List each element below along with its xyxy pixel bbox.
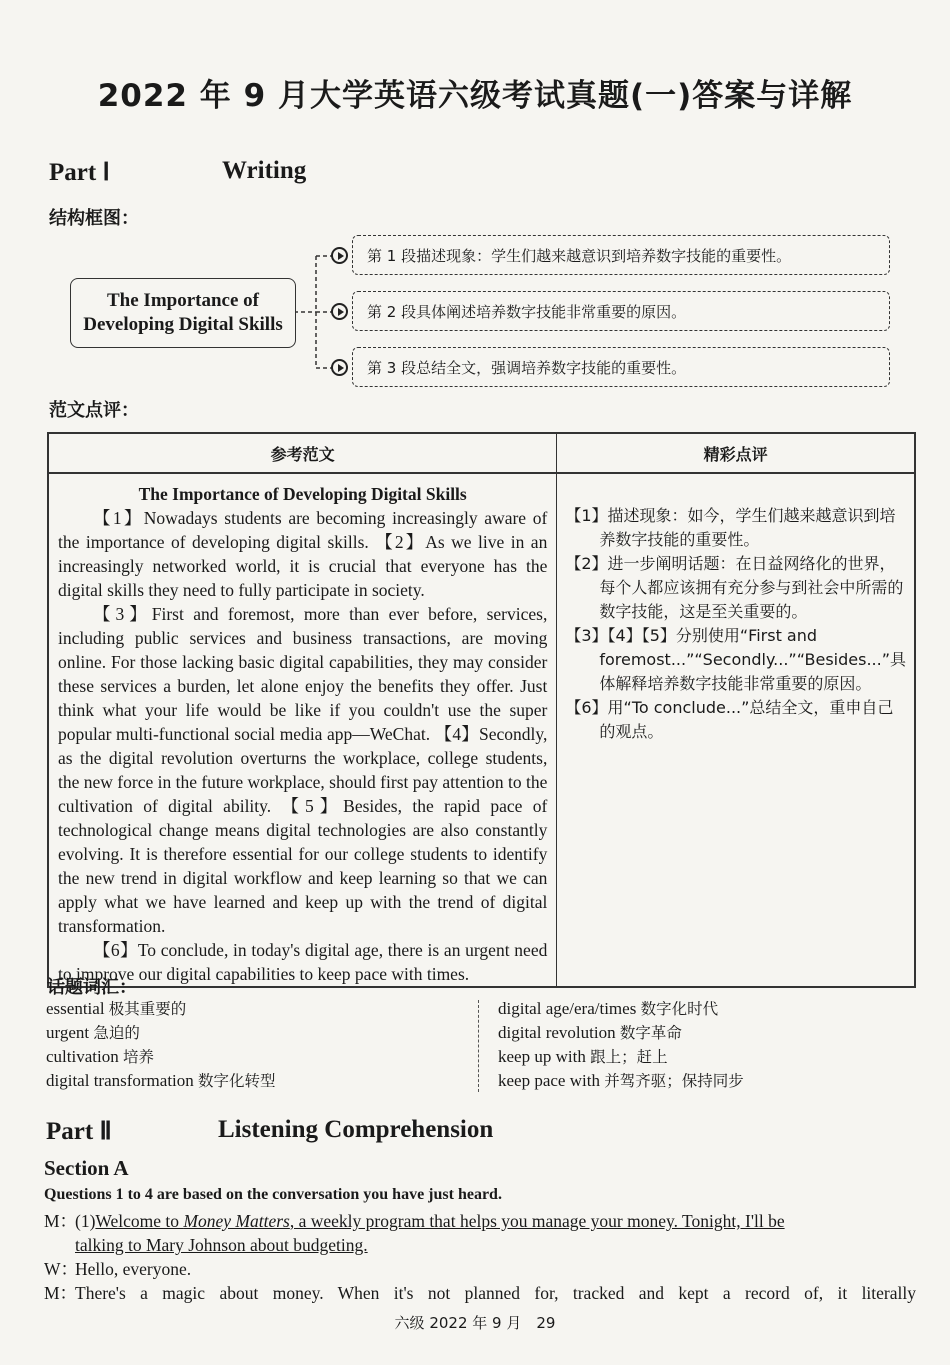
transcript-line (44, 1209, 916, 1257)
part-1-label: Part Ⅰ (49, 159, 110, 186)
vocab-item: digital transformation 数字化转型 (46, 1071, 276, 1090)
col-header-essay: 参考范文 (48, 433, 557, 473)
transcript-text: Hello, everyone. (75, 1259, 192, 1279)
vocab-item: digital revolution 数字革命 (498, 1023, 682, 1042)
review-heading: 范文点评： (49, 400, 139, 421)
part-1-name: Writing (222, 157, 307, 184)
underlined-answer: Welcome to Money Matters, a weekly program that helps you manage your money. Tonight, I'll be talking to Mary Johnson about budgeting. (75, 1211, 785, 1255)
question-number: (1) (75, 1211, 96, 1231)
col-header-comments: 精彩点评 (557, 433, 915, 473)
arrow-right-icon (331, 359, 348, 376)
page-title: 2022 年 9 月大学英语六级考试真题(一)答案与详解 (97, 78, 853, 114)
vocab-item: cultivation 培养 (46, 1047, 154, 1066)
structure-heading: 结构框图： (49, 208, 139, 229)
vocab-item: digital age/era/times 数字化时代 (498, 999, 719, 1018)
paragraph-summary-3 (352, 347, 890, 387)
vocab-divider (478, 1000, 479, 1092)
topic-line-1: The Importance of (107, 290, 259, 311)
topic-line-2: Developing Digital Skills (83, 314, 283, 335)
essay-paragraph-2: 【3】First and foremost, more than ever before, services, including public services and business transactions, are moving online. For those lacking basic digital capabilities, they may consider these services a burden, let alone enjoy the benefits they offer. Just think what your life would be like if you couldn't use the super popular multi-functional social media app—WeChat. 【4】Secondly, as the digital revolution overturns the workplace, college students, the new force in the future workplace, should first pay attention to the cultivation of digital ability. 【5】Besides, the rapid pace of technological change means digital technologies are also constantly evolving. It is therefore essential for our college students to identify the new trend in digital workflow and keep learning so that we can apply what we have learned and keep up with the trend of digital transformation. (58, 604, 548, 936)
arrow-right-icon (331, 303, 348, 320)
essay-cell (48, 473, 557, 987)
essay-table (47, 432, 916, 988)
comment-item: 【2】进一步阐明话题：在日益网络化的世界，每个人都应该拥有充分参与到社会中所需的数字技能，这是至关重要的。 (565, 554, 904, 621)
page-footer: 六级 2022 年 9 月 29 (394, 1314, 556, 1332)
speaker-label: M： (44, 1211, 78, 1231)
paragraph-summary-1 (352, 235, 890, 275)
part-2-name: Listening Comprehension (218, 1116, 494, 1143)
paragraph-summary-1-text: 第 1 段描述现象：学生们越来越意识到培养数字技能的重要性。 (367, 246, 792, 265)
transcript (44, 1209, 916, 1305)
comments-cell (557, 473, 915, 987)
vocab-right-list (498, 997, 744, 1093)
transcript-line (44, 1281, 916, 1305)
section-a-heading: Section A (44, 1156, 129, 1180)
essay-paragraph-3: 【6】To conclude, in today's digital age, there is an urgent need to improve our digital capabilities to keep pace with times. (58, 940, 548, 984)
speaker-label: M： (44, 1283, 78, 1303)
vocab-heading: 话题词汇： (47, 977, 137, 998)
vocab-item: urgent 急迫的 (46, 1023, 140, 1042)
transcript-text: There's a magic about money. When it's not planned for, tracked and kept a record of, it literally (75, 1283, 916, 1303)
essay-title: The Importance of Developing Digital Skills (138, 484, 467, 504)
topic-box (70, 278, 296, 348)
vocab-item: keep up with 跟上；赶上 (498, 1047, 668, 1066)
transcript-line (44, 1257, 916, 1281)
vocab-item: essential 极其重要的 (46, 999, 187, 1018)
vocab-item: keep pace with 并驾齐驱；保持同步 (498, 1071, 744, 1090)
vocab-left-list (46, 997, 276, 1093)
paragraph-summary-2-text: 第 2 段具体阐述培养数字技能非常重要的原因。 (367, 302, 687, 321)
comment-item: 【3】【4】【5】分别使用“First and foremost...”“Secondly...”“Besides...”具体解释培养数字技能非常重要的原因。 (565, 626, 907, 693)
paragraph-summary-3-text: 第 3 段总结全文，强调培养数字技能的重要性。 (367, 358, 687, 377)
structure-connector-lines (290, 240, 360, 380)
comment-item: 【6】用“To conclude...”总结全文，重申自己的观点。 (565, 698, 894, 741)
comment-item: 【1】描述现象：如今，学生们越来越意识到培养数字技能的重要性。 (565, 506, 896, 549)
essay-paragraph-1: 【1】Nowadays students are becoming increasingly aware of the importance of developing digital skills. 【2】As we live in an increasingly networked world, it is crucial that everyone has the digital skills they need to fully participate in society. (58, 508, 548, 600)
arrow-right-icon (331, 247, 348, 264)
speaker-label: W： (44, 1259, 79, 1279)
paragraph-summary-2 (352, 291, 890, 331)
part-2-label: Part Ⅱ (46, 1118, 112, 1145)
questions-instruction: Questions 1 to 4 are based on the conversation you have just heard. (44, 1186, 502, 1203)
